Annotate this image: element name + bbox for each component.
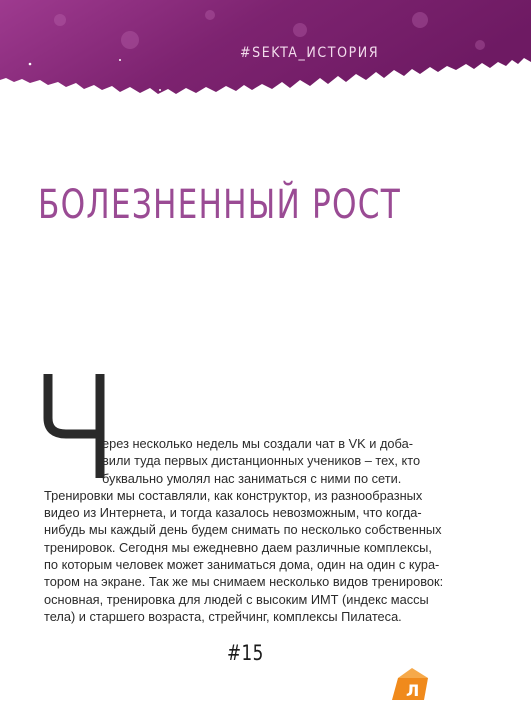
logo-letter: Л [406,681,420,700]
text-line: Тренировки мы составляли, как конструктор, из разнообразных [44,487,423,503]
text-line: буквально умолял нас заниматься с ними по сети. [102,470,402,486]
header-banner [0,0,531,95]
text-line: вили туда первых дистанционных учеников – тех, кто [102,453,421,469]
watermark-logo [384,660,434,700]
body-paragraph [44,435,477,625]
text-line: тела) и старшего возраста, стрейчинг, комплексы Пилатеса. [44,608,402,624]
text-line: основная, тренировка для людей с высоким ИМТ (индекс массы [44,591,429,607]
text-line: ерез несколько недель мы создали чат в VK и доба- [102,436,413,451]
page-number: #15 [227,641,264,665]
text-line: нибудь мы каждый день будем снимать по несколько собственных [44,522,442,538]
text-line: тренировок. Сегодня мы ежедневно даем различные комплексы, [44,539,432,555]
chapter-title: БОЛЕЗНЕННЫЙ РОСТ [38,182,401,228]
litres-logo-icon [384,660,434,700]
text-line: видео из Интернета, и тогда казалось невозможным, что когда- [44,505,422,521]
text-line: по которым человек может заниматься дома, один на один с кура- [44,557,440,573]
hashtag-label: #SEKTA_ИСТОРИЯ [240,45,380,61]
text-line: тором на экране. Так же мы снимаем несколько видов тренировок: [44,574,444,590]
